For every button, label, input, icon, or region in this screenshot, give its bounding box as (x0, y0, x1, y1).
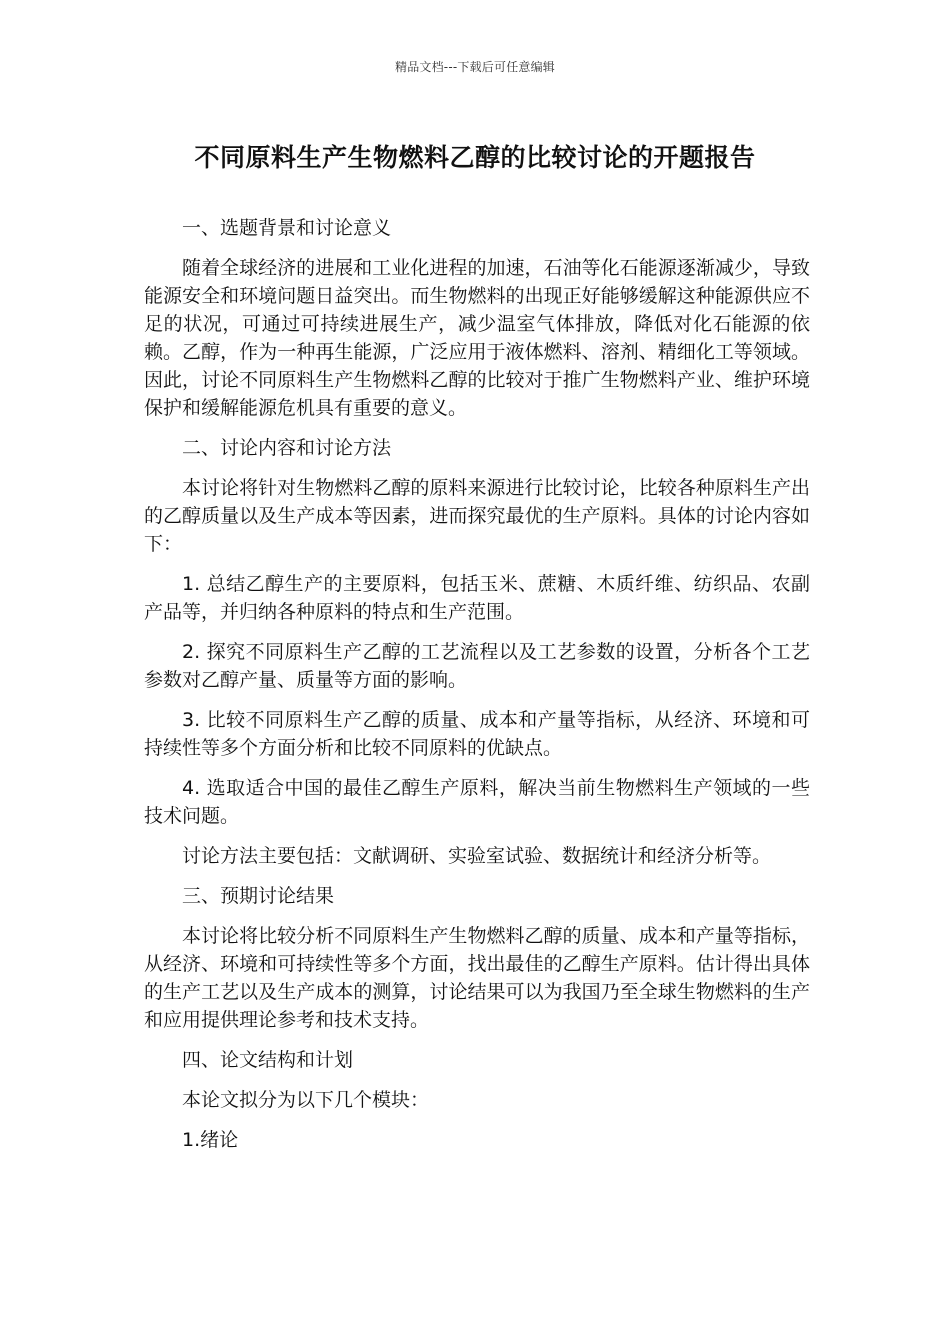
section-heading: 四、论文结构和计划 (182, 1049, 354, 1071)
list-item: 1.绪论 (182, 1129, 239, 1151)
header-note: 精品文档---下载后可任意编辑 (395, 60, 555, 74)
section-heading: 一、选题背景和讨论意义 (182, 217, 392, 239)
paragraph: 讨论方法主要包括：文献调研、实验室试验、数据统计和经济分析等。 (182, 845, 772, 867)
paragraph: 本讨论将针对生物燃料乙醇的原料来源进行比较讨论，比较各种原料生产出的乙醇质量以及生产成本等因素，进而探究最优的生产原料。具体的讨论内容如下： (144, 477, 810, 555)
list-item: 3. 比较不同原料生产乙醇的质量、成本和产量等指标，从经济、环境和可持续性等多个方面分析和比较不同原料的优缺点。 (144, 709, 810, 759)
research-content-list (144, 570, 810, 830)
paragraph: 随着全球经济的进展和工业化进程的加速，石油等化石能源逐渐减少，导致能源安全和环境问题日益突出。而生物燃料的出现正好能够缓解这种能源供应不足的状况，可通过可持续进展生产，减少温室气体排放，降低对化石能源的依赖。乙醇，作为一种再生能源，广泛应用于液体燃料、溶剂、精细化工等领域。因此，讨论不同原料生产生物燃料乙醇的比较对于推广生物燃料产业、维护环境保护和缓解能源危机具有重要的意义。 (144, 257, 810, 419)
paragraph: 本讨论将比较分析不同原料生产生物燃料乙醇的质量、成本和产量等指标，从经济、环境和可持续性等多个方面，找出最佳的乙醇生产原料。估计得出具体的生产工艺以及生产成本的测算，讨论结果可以为我国乃至全球生物燃料的生产和应用提供理论参考和技术支持。 (144, 925, 810, 1031)
document-body (144, 214, 810, 1166)
paragraph: 本论文拟分为以下几个模块： (182, 1089, 430, 1111)
document-title: 不同原料生产生物燃料乙醇的比较讨论的开题报告 (194, 143, 756, 172)
list-item: 1. 总结乙醇生产的主要原料，包括玉米、蔗糖、木质纤维、纺织品、农副产品等，并归纳各种原料的特点和生产范围。 (144, 573, 810, 623)
list-item: 4. 选取适合中国的最佳乙醇生产原料，解决当前生物燃料生产领域的一些技术问题。 (144, 777, 810, 827)
section-heading: 二、讨论内容和讨论方法 (182, 437, 392, 459)
list-item: 2. 探究不同原料生产乙醇的工艺流程以及工艺参数的设置，分析各个工艺参数对乙醇产量、质量等方面的影响。 (144, 641, 810, 691)
section-heading: 三、预期讨论结果 (182, 885, 335, 907)
